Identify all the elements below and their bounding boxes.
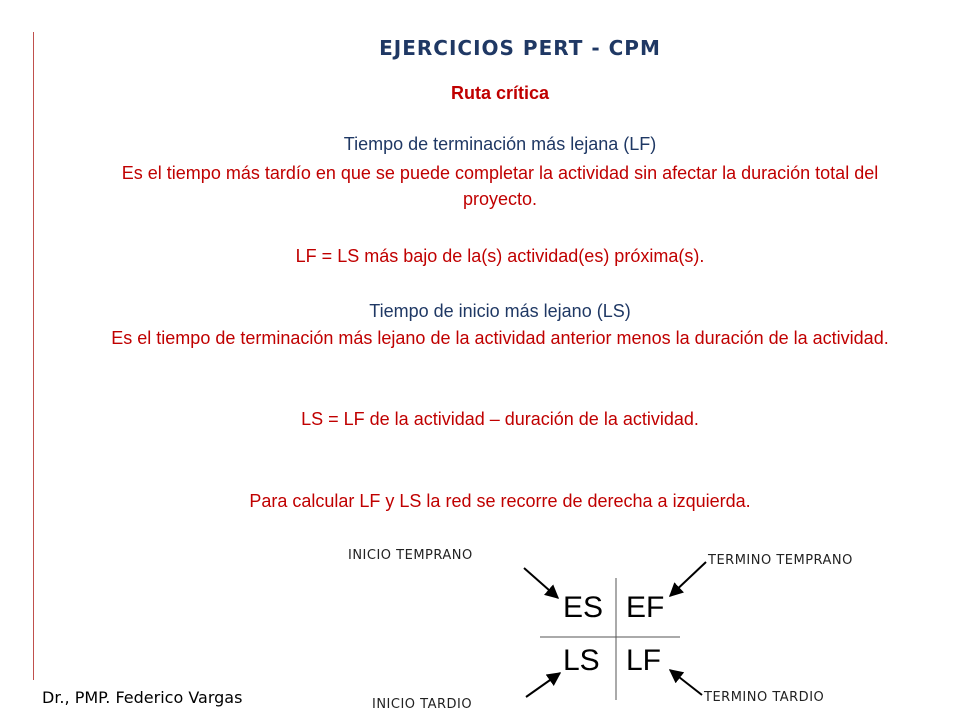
- slide-subtitle: Ruta crítica: [450, 83, 550, 103]
- label-early-start: INICIO TEMPRANO: [348, 548, 473, 563]
- arrow-ef: [670, 562, 706, 596]
- label-early-finish: TERMINO TEMPRANO: [708, 553, 853, 568]
- cell-ls: LS: [563, 644, 600, 677]
- arrow-lf: [670, 670, 702, 695]
- ls-definition: Es el tiempo de terminación más lejano de la actividad anterior menos la duración de la actividad.: [111, 328, 889, 348]
- arrow-es: [524, 568, 558, 598]
- label-late-finish: TERMINO TARDIO: [704, 690, 825, 705]
- ls-formula: LS = LF de la actividad – duración de la actividad.: [301, 409, 699, 429]
- label-late-start: INICIO TARDIO: [372, 697, 473, 712]
- author-footer: Dr., PMP. Federico Vargas: [42, 688, 243, 707]
- lf-heading: Tiempo de terminación más lejana (LF): [343, 134, 657, 154]
- slide-title: EJERCICIOS PERT - CPM: [379, 36, 661, 60]
- lf-formula: LF = LS más bajo de la(s) actividad(es) próxima(s).: [295, 246, 705, 266]
- ls-heading: Tiempo de inicio más lejano (LS): [369, 301, 631, 321]
- lf-definition: Es el tiempo más tardío en que se puede completar la actividad sin afectar la duración total del proyecto.: [121, 163, 879, 209]
- traversal-note: Para calcular LF y LS la red se recorre de derecha a izquierda.: [249, 491, 751, 511]
- arrow-ls: [526, 673, 560, 697]
- cell-es: ES: [563, 591, 604, 624]
- cell-lf: LF: [626, 644, 662, 677]
- cell-ef: EF: [626, 591, 665, 624]
